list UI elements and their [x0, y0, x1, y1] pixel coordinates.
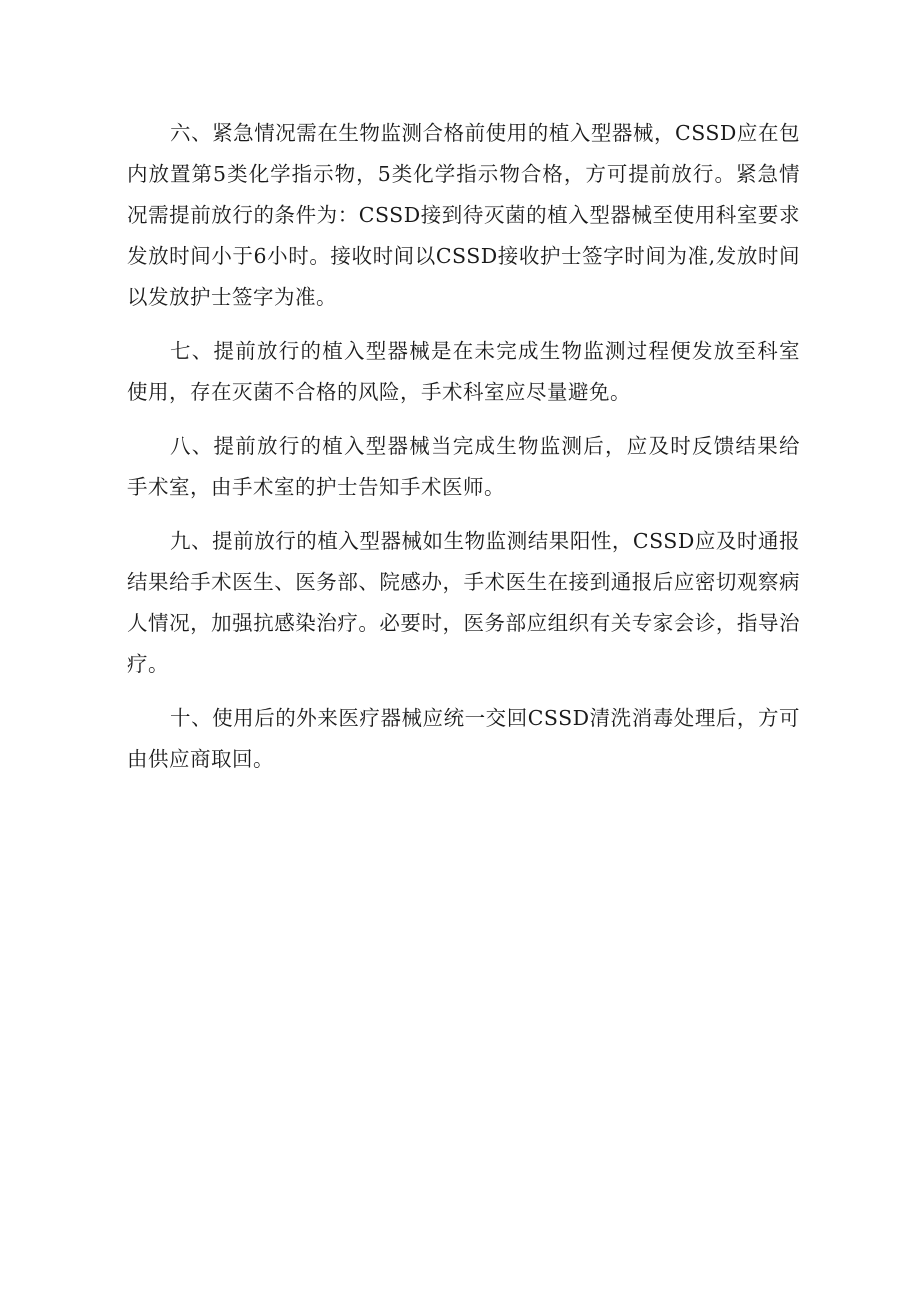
document-body	[127, 113, 800, 793]
paragraph-10: 十、使用后的外来医疗器械应统一交回CSSD清洗消毒处理后，方可由供应商取回。	[127, 706, 800, 771]
paragraph-6: 六、紧急情况需在生物监测合格前使用的植入型器械，CSSD应在包内放置第5类化学指示物，5类化学指示物合格，方可提前放行。紧急情况需提前放行的条件为：CSSD接到待灭菌的植入型器械至使用科室要求发放时间小于6小时。接收时间以CSSD接收护士签字时间为准,发放时间以发放护士签字为准。	[127, 121, 800, 309]
paragraph-9: 九、提前放行的植入型器械如生物监测结果阳性，CSSD应及时通报结果给手术医生、医务部、院感办，手术医生在接到通报后应密切观察病人情况，加强抗感染治疗。必要时，医务部应组织有关专家会诊，指导治疗。	[127, 529, 800, 676]
paragraph-8: 八、提前放行的植入型器械当完成生物监测后，应及时反馈结果给手术室，由手术室的护士告知手术医师。	[127, 434, 800, 499]
paragraph-7: 七、提前放行的植入型器械是在未完成生物监测过程便发放至科室使用，存在灭菌不合格的风险，手术科室应尽量避免。	[127, 339, 800, 404]
